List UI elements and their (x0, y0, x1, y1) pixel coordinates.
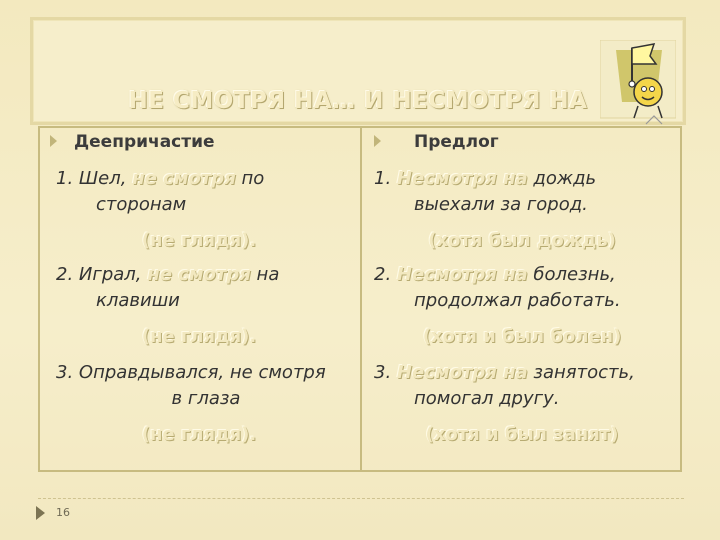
item-text: болезнь, (533, 264, 616, 285)
item-text: дождь (533, 168, 597, 189)
right-header: Предлог (414, 132, 499, 152)
page-number: 16 (56, 506, 70, 519)
left-column (40, 126, 358, 472)
item-highlight: Несмотря на (396, 168, 528, 189)
item-line2: помогал другу. (414, 388, 560, 409)
right-note-1: (хотя был дождь) (428, 230, 616, 251)
item-text: на (256, 264, 280, 285)
right-note-2: (хотя и был болен) (422, 326, 622, 347)
right-item-3 (374, 360, 674, 412)
item-number: 3. (374, 362, 392, 383)
item-line2: выехали за город. (414, 194, 588, 215)
left-note-3: (не глядя). (141, 424, 257, 445)
item-number: 2. (374, 264, 392, 285)
left-header: Деепричастие (74, 132, 215, 152)
slide-title: НЕ СМОТРЯ НА… И НЕСМОТРЯ НА (128, 88, 588, 114)
item-line2: сторонам (96, 194, 187, 215)
item-text: по (241, 168, 265, 189)
right-item-2 (374, 262, 674, 314)
item-highlight: не смотря (132, 168, 236, 189)
item-text: Оправдывался, не смотря (78, 362, 326, 383)
arrow-bullet-icon (374, 135, 381, 147)
item-line2: продолжал работать. (414, 290, 621, 311)
left-item-3 (56, 360, 356, 412)
item-text: занятость, (533, 362, 635, 383)
right-column (364, 126, 680, 472)
left-item-2 (56, 262, 356, 314)
item-text: Играл, (78, 264, 142, 285)
item-number: 1. (374, 168, 392, 189)
item-line2: клавиши (96, 290, 180, 311)
left-item-1 (56, 166, 356, 218)
right-item-1 (374, 166, 674, 218)
arrow-bullet-icon (50, 135, 57, 147)
item-number: 1. (56, 168, 74, 189)
left-note-1: (не глядя). (141, 230, 257, 251)
item-line2: в глаза (171, 388, 241, 409)
right-note-3: (хотя и был занят) (425, 424, 619, 445)
footer-divider (38, 498, 684, 499)
item-number: 2. (56, 264, 74, 285)
title-box (30, 17, 686, 125)
left-note-2: (не глядя). (141, 326, 257, 347)
item-highlight: Несмотря на (396, 264, 528, 285)
column-divider (360, 126, 362, 472)
item-highlight: не смотря (147, 264, 251, 285)
item-text: Шел, (78, 168, 127, 189)
item-highlight: Несмотря на (396, 362, 528, 383)
play-arrow-icon (36, 506, 45, 520)
item-number: 3. (56, 362, 74, 383)
flag-mascot-icon (600, 40, 676, 126)
